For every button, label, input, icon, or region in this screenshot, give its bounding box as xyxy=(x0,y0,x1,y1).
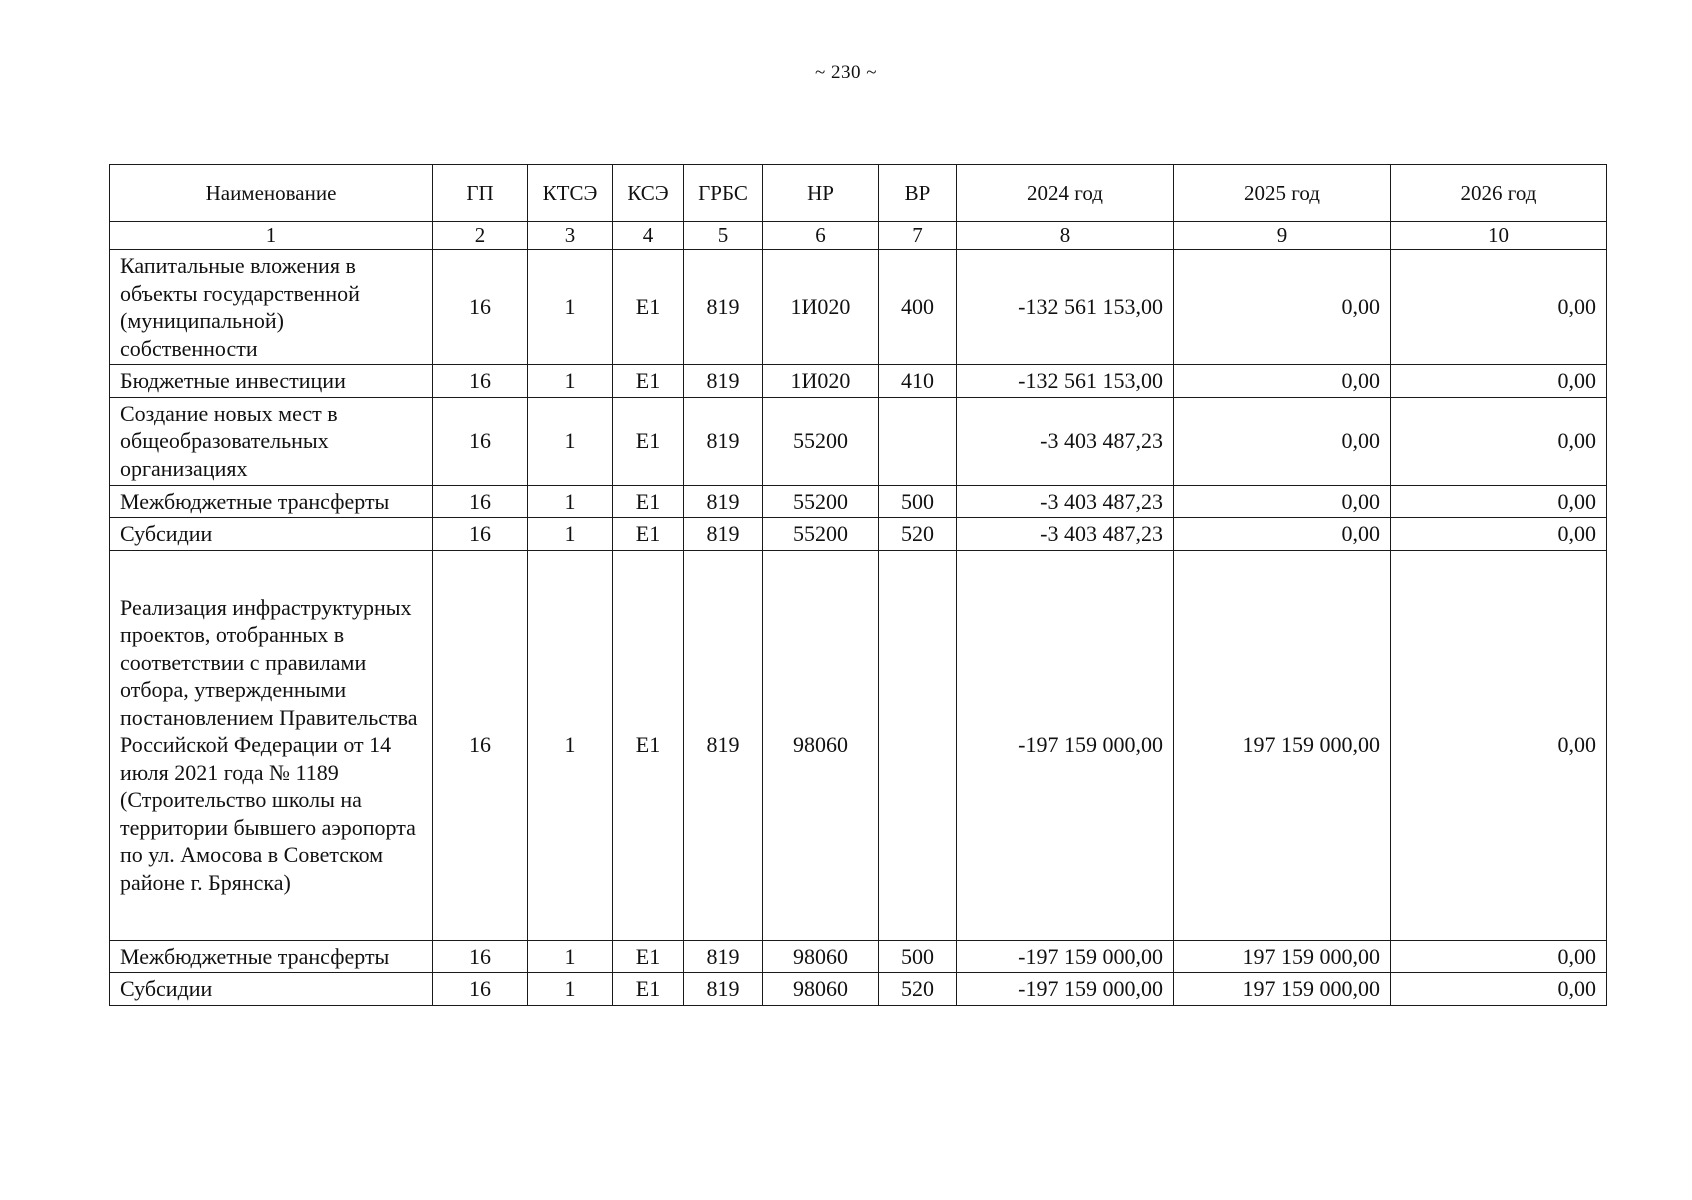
table-header xyxy=(110,165,1607,250)
cell-vr: 520 xyxy=(879,973,957,1006)
cell-grbs: 819 xyxy=(684,250,763,365)
cell-kse: Е1 xyxy=(613,940,684,973)
cell-2026: 0,00 xyxy=(1391,397,1607,485)
cell-2025: 0,00 xyxy=(1174,485,1391,518)
cell-kse: Е1 xyxy=(613,518,684,551)
column-number: 9 xyxy=(1174,222,1391,250)
header-row xyxy=(110,165,1607,222)
cell-nr: 55200 xyxy=(763,518,879,551)
cell-gp: 16 xyxy=(433,973,528,1006)
header-nr: НР xyxy=(763,165,879,222)
table-row xyxy=(110,250,1607,365)
cell-2024: -197 159 000,00 xyxy=(957,550,1174,940)
cell-kse: Е1 xyxy=(613,250,684,365)
cell-2025: 197 159 000,00 xyxy=(1174,973,1391,1006)
cell-grbs: 819 xyxy=(684,973,763,1006)
cell-ktse: 1 xyxy=(528,973,613,1006)
cell-gp: 16 xyxy=(433,485,528,518)
cell-name: Реализация инфраструктурных проектов, отобранных в соответствии с правилами отбора, утвержденными постановлением Правительства Российской Федерации от 14 июля 2021 года № 1189 (Строительство школы на территории бывшего аэропорта по ул. Амосова в Советском районе г. Брянска) xyxy=(110,550,433,940)
cell-ktse: 1 xyxy=(528,550,613,940)
column-number: 8 xyxy=(957,222,1174,250)
cell-ktse: 1 xyxy=(528,485,613,518)
cell-nr: 55200 xyxy=(763,485,879,518)
cell-vr xyxy=(879,397,957,485)
table-row xyxy=(110,518,1607,551)
cell-nr: 1И020 xyxy=(763,250,879,365)
cell-2025: 0,00 xyxy=(1174,365,1391,398)
cell-vr: 500 xyxy=(879,940,957,973)
cell-2024: -3 403 487,23 xyxy=(957,485,1174,518)
cell-nr: 1И020 xyxy=(763,365,879,398)
cell-ktse: 1 xyxy=(528,365,613,398)
cell-kse: Е1 xyxy=(613,397,684,485)
header-2025: 2025 год xyxy=(1174,165,1391,222)
cell-gp: 16 xyxy=(433,250,528,365)
budget-table xyxy=(109,164,1607,1006)
cell-name: Создание новых мест в общеобразовательных организациях xyxy=(110,397,433,485)
cell-name: Субсидии xyxy=(110,518,433,551)
table-row xyxy=(110,397,1607,485)
cell-name: Межбюджетные трансферты xyxy=(110,940,433,973)
cell-2024: -197 159 000,00 xyxy=(957,940,1174,973)
column-number: 4 xyxy=(613,222,684,250)
cell-vr: 520 xyxy=(879,518,957,551)
cell-name: Капитальные вложения в объекты государственной (муниципальной) собственности xyxy=(110,250,433,365)
cell-2024: -3 403 487,23 xyxy=(957,518,1174,551)
cell-2025: 197 159 000,00 xyxy=(1174,550,1391,940)
cell-vr xyxy=(879,550,957,940)
cell-kse: Е1 xyxy=(613,973,684,1006)
cell-nr: 55200 xyxy=(763,397,879,485)
cell-2025: 0,00 xyxy=(1174,397,1391,485)
header-ktse: КТСЭ xyxy=(528,165,613,222)
column-number: 10 xyxy=(1391,222,1607,250)
cell-2026: 0,00 xyxy=(1391,518,1607,551)
cell-kse: Е1 xyxy=(613,365,684,398)
cell-kse: Е1 xyxy=(613,550,684,940)
cell-gp: 16 xyxy=(433,397,528,485)
cell-gp: 16 xyxy=(433,940,528,973)
header-vr: ВР xyxy=(879,165,957,222)
cell-2024: -3 403 487,23 xyxy=(957,397,1174,485)
cell-ktse: 1 xyxy=(528,518,613,551)
cell-name: Бюджетные инвестиции xyxy=(110,365,433,398)
table-row xyxy=(110,940,1607,973)
cell-ktse: 1 xyxy=(528,940,613,973)
column-number: 5 xyxy=(684,222,763,250)
column-number-row xyxy=(110,222,1607,250)
cell-2026: 0,00 xyxy=(1391,940,1607,973)
column-number: 2 xyxy=(433,222,528,250)
cell-gp: 16 xyxy=(433,550,528,940)
column-number: 3 xyxy=(528,222,613,250)
cell-vr: 400 xyxy=(879,250,957,365)
cell-2025: 0,00 xyxy=(1174,250,1391,365)
table-row xyxy=(110,973,1607,1006)
header-name: Наименование xyxy=(110,165,433,222)
cell-grbs: 819 xyxy=(684,365,763,398)
cell-nr: 98060 xyxy=(763,550,879,940)
cell-2025: 0,00 xyxy=(1174,518,1391,551)
cell-2024: -132 561 153,00 xyxy=(957,365,1174,398)
header-gp: ГП xyxy=(433,165,528,222)
cell-2026: 0,00 xyxy=(1391,550,1607,940)
cell-2024: -132 561 153,00 xyxy=(957,250,1174,365)
table-body xyxy=(110,250,1607,1006)
cell-2024: -197 159 000,00 xyxy=(957,973,1174,1006)
cell-grbs: 819 xyxy=(684,518,763,551)
header-kse: КСЭ xyxy=(613,165,684,222)
cell-2026: 0,00 xyxy=(1391,365,1607,398)
page-number: ~ 230 ~ xyxy=(814,62,878,83)
cell-grbs: 819 xyxy=(684,397,763,485)
cell-kse: Е1 xyxy=(613,485,684,518)
cell-gp: 16 xyxy=(433,518,528,551)
cell-name: Межбюджетные трансферты xyxy=(110,485,433,518)
cell-nr: 98060 xyxy=(763,973,879,1006)
cell-vr: 500 xyxy=(879,485,957,518)
cell-nr: 98060 xyxy=(763,940,879,973)
column-number: 7 xyxy=(879,222,957,250)
cell-2026: 0,00 xyxy=(1391,485,1607,518)
cell-grbs: 819 xyxy=(684,485,763,518)
cell-gp: 16 xyxy=(433,365,528,398)
cell-vr: 410 xyxy=(879,365,957,398)
column-number: 6 xyxy=(763,222,879,250)
table-row xyxy=(110,365,1607,398)
table-row xyxy=(110,550,1607,940)
header-2026: 2026 год xyxy=(1391,165,1607,222)
cell-grbs: 819 xyxy=(684,940,763,973)
header-grbs: ГРБС xyxy=(684,165,763,222)
cell-2026: 0,00 xyxy=(1391,250,1607,365)
column-number: 1 xyxy=(110,222,433,250)
header-2024: 2024 год xyxy=(957,165,1174,222)
cell-name: Субсидии xyxy=(110,973,433,1006)
cell-2026: 0,00 xyxy=(1391,973,1607,1006)
cell-ktse: 1 xyxy=(528,250,613,365)
cell-ktse: 1 xyxy=(528,397,613,485)
table-row xyxy=(110,485,1607,518)
cell-2025: 197 159 000,00 xyxy=(1174,940,1391,973)
cell-grbs: 819 xyxy=(684,550,763,940)
